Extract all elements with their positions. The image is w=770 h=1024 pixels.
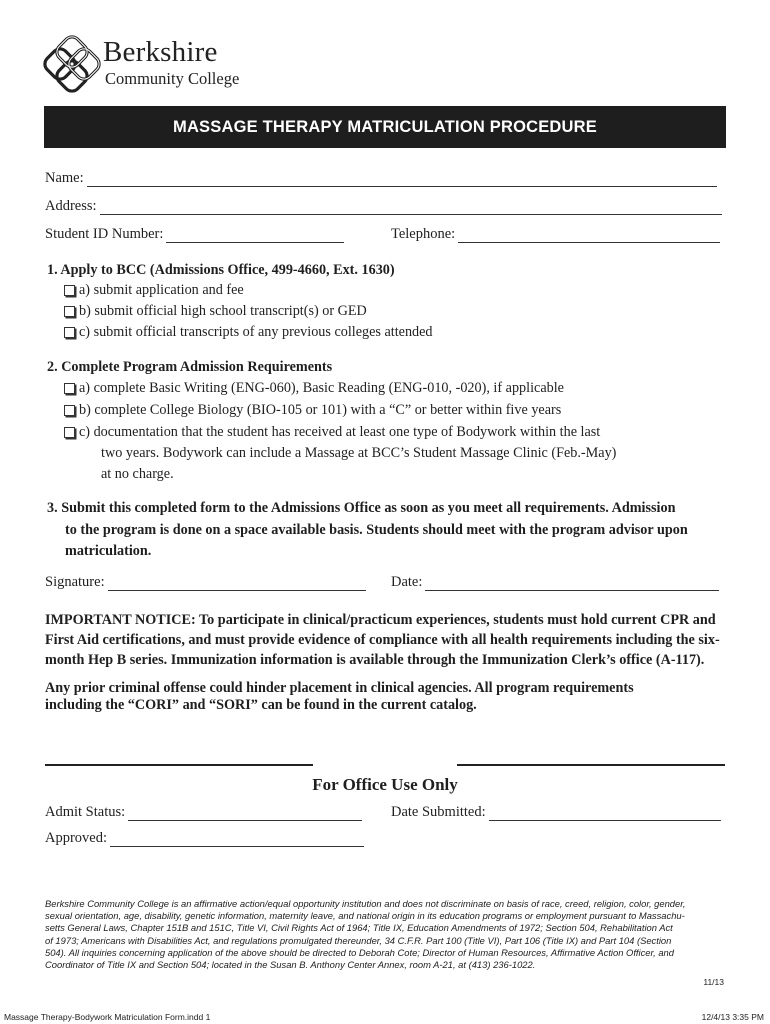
step2-item-c-text: c) documentation that the student has received at least one type of Bodywork within the last: [79, 424, 601, 440]
checkbox-icon[interactable]: [64, 383, 75, 394]
signature-field[interactable]: [108, 576, 366, 591]
disclaimer: [45, 898, 735, 971]
step3-line-1: 3. Submit this completed form to the Admissions Office as soon as you meet all requirements. Admission: [47, 500, 676, 516]
checkbox-icon[interactable]: [64, 405, 75, 416]
footer-filename: Massage Therapy-Bodywork Matriculation Form.indd 1: [4, 1012, 211, 1022]
checkbox-icon[interactable]: [64, 285, 75, 296]
criminal-line-1: Any prior criminal offense could hinder placement in clinical agencies. All program requirements: [45, 680, 634, 696]
step1-item-b-text: b) submit official high school transcript(s) or GED: [79, 303, 367, 319]
step2-heading: 2. Complete Program Admission Requirements: [47, 359, 333, 375]
name-row: [45, 170, 717, 187]
step3-line-2: to the program is done on a space available basis. Students should meet with the program advisor upon: [65, 522, 688, 538]
admit-status-row: [45, 804, 362, 821]
student-id-row: [45, 226, 344, 243]
approved-field[interactable]: [110, 832, 364, 847]
notice-line-1: IMPORTANT NOTICE: To participate in clinical/practicum experiences, students must hold current CPR and: [45, 612, 716, 628]
admit-status-label: Admit Status:: [45, 804, 126, 820]
date-submitted-label: Date Submitted:: [391, 804, 486, 820]
criminal-line-2: including the “CORI” and “SORI” can be found in the current catalog.: [45, 697, 477, 713]
institution-subtitle: Community College: [105, 69, 240, 88]
disclaimer-line: 504). All inquiries concerning application of the above should be directed to Deborah Cote; Director of Human Resources, Affirmative Action Officer, and: [45, 946, 674, 958]
telephone-label: Telephone:: [391, 226, 456, 242]
student-id-field[interactable]: [166, 228, 344, 243]
notice-line-2: First Aid certifications, and must provide evidence of compliance with all health requirements including the six-: [45, 632, 720, 648]
address-label: Address:: [45, 198, 97, 214]
approved-row: [45, 830, 364, 847]
disclaimer-line: setts General Laws, Chapter 151B and 151C, Title VI, Civil Rights Act of 1964; Title IX, Education Amendments of 1972; Section 504, Rehabilitation Act: [45, 922, 673, 934]
disclaimer-line: of 1973; Americans with Disabilities Act, and regulations promulgated thereunder, 34 C.F.R. Part 100 (Title VI), Part 106 (Title IX) and Part 104 (Section: [45, 934, 672, 946]
step1-item-a[interactable]: [64, 282, 244, 299]
telephone-row: [391, 226, 720, 243]
footer-timestamp: 12/4/13 3:35 PM: [701, 1012, 764, 1022]
approved-label: Approved:: [45, 830, 108, 846]
institution-name: Berkshire: [103, 36, 218, 68]
admit-status-field[interactable]: [128, 806, 362, 821]
name-field[interactable]: [87, 172, 717, 187]
checkbox-icon[interactable]: [64, 327, 75, 338]
step1-item-c[interactable]: [64, 324, 433, 341]
step1-item-c-text: c) submit official transcripts of any previous colleges attended: [79, 324, 433, 340]
office-use-heading: For Office Use Only: [312, 775, 458, 794]
checkbox-icon[interactable]: [64, 306, 75, 317]
step2-item-b-text: b) complete College Biology (BIO-105 or 101) with a “C” or better within five years: [79, 402, 562, 418]
step2-item-c-continuation-2: at no charge.: [101, 466, 174, 482]
signature-label: Signature:: [45, 574, 105, 590]
page-title: MASSAGE THERAPY MATRICULATION PROCEDURE: [44, 106, 726, 148]
form-version: 11/13: [703, 977, 724, 987]
name-label: Name:: [45, 170, 84, 186]
step3-line-3: matriculation.: [65, 543, 152, 559]
date-label: Date:: [391, 574, 423, 590]
checkbox-icon[interactable]: [64, 427, 75, 438]
disclaimer-line: Berkshire Community College is an affirmative action/equal opportunity institution and does not discriminate on basis of race, creed, religion, color, gender,: [45, 898, 686, 909]
signature-row: [45, 574, 366, 591]
date-submitted-field[interactable]: [489, 806, 721, 821]
step2-item-a[interactable]: [64, 380, 564, 397]
address-row: [45, 198, 722, 215]
student-id-label: Student ID Number:: [45, 226, 164, 242]
date-row: [391, 574, 719, 591]
date-field[interactable]: [425, 576, 719, 591]
notice-line-3: month Hep B series. Immunization information is available through the Immunization Clerk’s office (A-117).: [45, 652, 705, 668]
disclaimer-line: sexual orientation, age, disability, genetic information, maternity leave, and national origin in its education programs or employment pursuant to Massachu-: [45, 910, 685, 922]
date-submitted-row: [391, 804, 721, 821]
step1-heading: 1. Apply to BCC (Admissions Office, 499-4660, Ext. 1630): [47, 262, 395, 278]
college-logo-knot-icon: [42, 34, 102, 94]
step2-item-c-continuation-1: two years. Bodywork can include a Massage at BCC’s Student Massage Clinic (Feb.-May): [101, 445, 617, 461]
telephone-field[interactable]: [458, 228, 720, 243]
step2-item-b[interactable]: [64, 402, 561, 419]
address-field[interactable]: [100, 200, 722, 215]
step1-item-b[interactable]: [64, 303, 367, 320]
step1-item-a-text: a) submit application and fee: [79, 282, 244, 298]
step2-item-c[interactable]: [64, 424, 600, 441]
office-divider-right: [457, 764, 725, 766]
step2-item-a-text: a) complete Basic Writing (ENG-060), Basic Reading (ENG-010, -020), if applicable: [79, 380, 564, 396]
office-divider-left: [45, 764, 313, 766]
disclaimer-line: Coordinator of Title IX and Section 504; located in the Susan B. Anthony Center Annex, room A-21, at (413) 236-1022.: [45, 959, 536, 971]
